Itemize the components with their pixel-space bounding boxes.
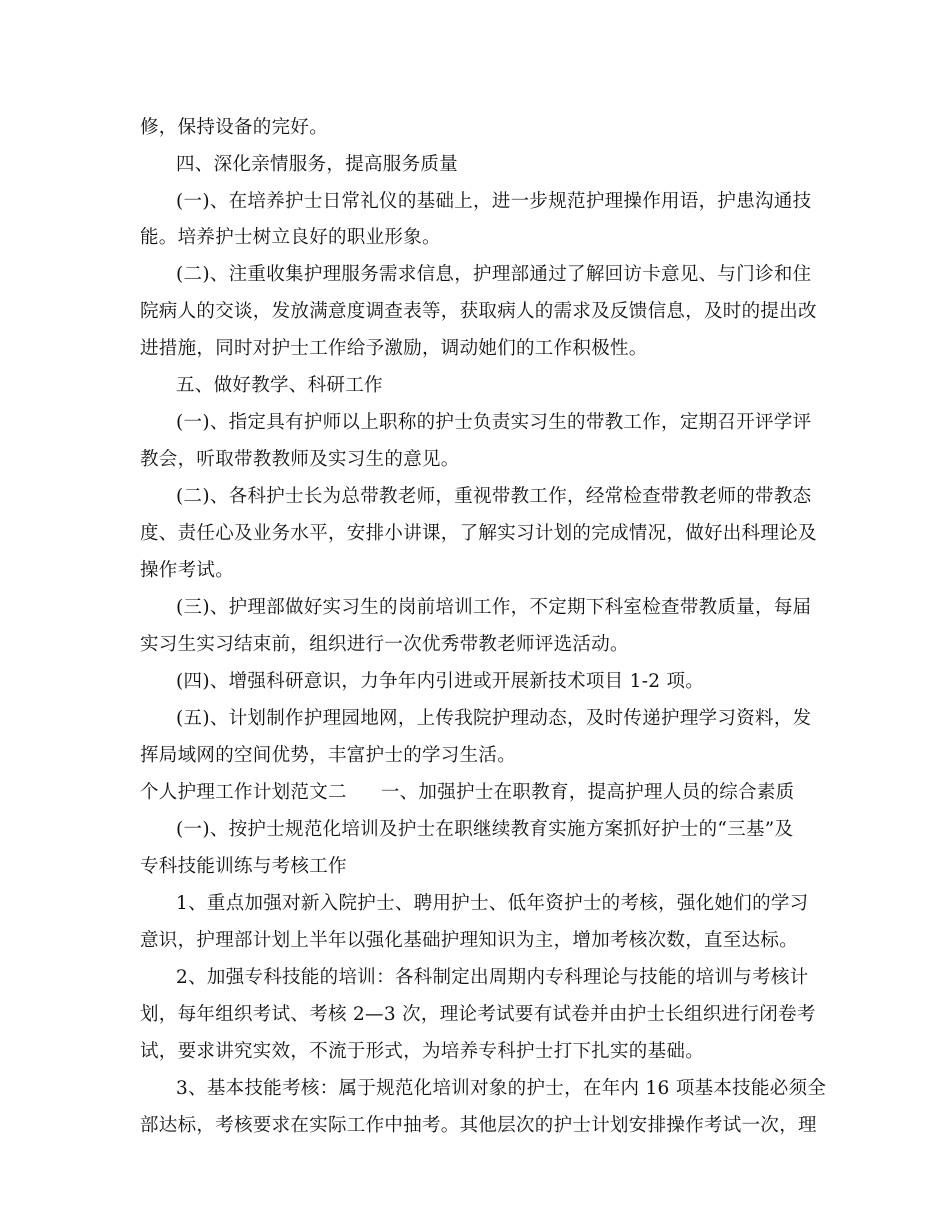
paragraph-line: 划，每年组织考试、考核 2—3 次，理论考试要有试卷并由护士长组织进行闭卷考: [140, 1004, 816, 1025]
paragraph-line: 3、基本技能考核：属于规范化培训对象的护士，在年内 16 项基本技能必须全: [176, 1078, 827, 1099]
paragraph-line: (二)、注重收集护理服务需求信息，护理部通过了解回访卡意见、与门诊和住: [176, 264, 812, 285]
paragraph-line: 教会，听取带教教师及实习生的意见。: [140, 449, 460, 470]
heading-five: 五、做好教学、科研工作: [176, 375, 383, 396]
paragraph-line: 2、加强专科技能的培训：各科制定出周期内专科理论与技能的培训与考核计: [176, 967, 809, 988]
paragraph-line: 实习生实习结束前，组织进行一次优秀带教老师评选活动。: [140, 634, 629, 655]
paragraph-line: (三)、护理部做好实习生的岗前培训工作，不定期下科室检查带教质量，每届: [176, 597, 812, 618]
paragraph-line: 部达标，考核要求在实际工作中抽考。其他层次的护士计划安排操作考试一次，理: [140, 1115, 817, 1136]
paragraph-line: (一)、按护士规范化培训及护士在职继续教育实施方案抓好护士的“三基”及: [176, 819, 794, 840]
paragraph-line: 修，保持设备的完好。: [140, 117, 329, 138]
paragraph-line: 专科技能训练与考核工作: [140, 856, 347, 877]
paragraph-line: 进措施，同时对护士工作给予激励，调动她们的工作积极性。: [140, 338, 648, 359]
paragraph-line: 试，要求讲究实效，不流于形式，为培养专科护士打下扎实的基础。: [140, 1041, 705, 1062]
paragraph-line: 度、责任心及业务水平，安排小讲课，了解实习计划的完成情况，做好出科理论及: [140, 523, 817, 544]
paragraph-line: 操作考试。: [140, 560, 235, 581]
paragraph-line: (一)、在培养护士日常礼仪的基础上，进一步规范护理操作用语，护患沟通技: [176, 191, 812, 212]
paragraph-line: (二)、各科护士长为总带教老师，重视带教工作，经常检查带教老师的带教态: [176, 486, 812, 507]
paragraph-line: 院病人的交谈，发放满意度调查表等，获取病人的需求及反馈信息，及时的提出改: [140, 301, 817, 322]
heading-four: 四、深化亲情服务，提高服务质量: [176, 154, 459, 175]
section-title-line: [140, 775, 794, 811]
paragraph-line: (四)、增强科研意识，力争年内引进或开展新技术项目 1-2 项。: [176, 671, 705, 692]
paragraph-line: 挥局域网的空间优势，丰富护士的学习生活。: [140, 745, 517, 766]
section-first-heading: 一、加强护士在职教育，提高护理人员的综合素质: [380, 782, 795, 803]
paragraph-line: (一)、指定具有护师以上职称的护士负责实习生的带教工作，定期召开评学评: [176, 412, 812, 433]
paragraph-line: 能。培养护士树立良好的职业形象。: [140, 227, 441, 248]
section-title: 个人护理工作计划范文二: [140, 782, 347, 803]
paragraph-line: 意识，护理部计划上半年以强化基础护理知识为主，增加考核次数，直至达标。: [140, 930, 799, 951]
paragraph-line: (五)、计划制作护理园地网，上传我院护理动态，及时传递护理学习资料，发: [176, 708, 812, 729]
paragraph-line: 1、重点加强对新入院护士、聘用护士、低年资护士的考核，强化她们的学习: [176, 893, 809, 914]
